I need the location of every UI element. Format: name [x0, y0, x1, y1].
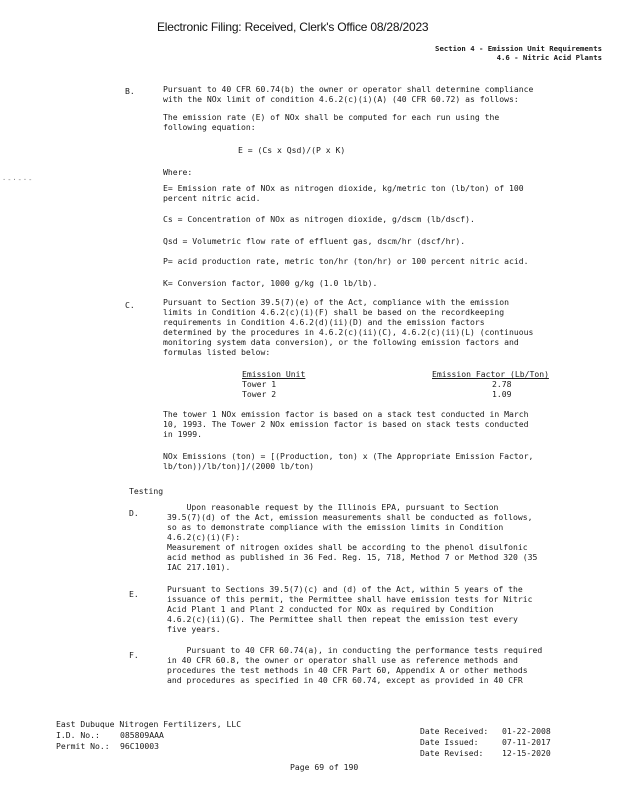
cell-unit: Tower 1 — [242, 379, 277, 389]
date-received-label: Date Received: — [420, 726, 489, 736]
text-line: Upon reasonable request by the Illinois EPA, pursuant to Section — [167, 502, 499, 512]
item-e-letter: E. — [129, 589, 139, 599]
cell-factor: 1.09 — [492, 389, 512, 399]
definition-p: P= acid production rate, metric ton/hr (ton/hr) or 100 percent nitric acid. — [163, 256, 529, 266]
permit-number-line — [56, 741, 241, 752]
subsection-title: 4.6 - Nitric Acid Plants — [496, 53, 602, 62]
item-d-letter: D. — [129, 508, 139, 518]
text-line: IAC 217.101). — [167, 562, 231, 572]
item-c-formula — [163, 451, 533, 471]
permittee-block — [56, 719, 241, 752]
text-line: monitoring system data conversion), or the following emission factors and — [163, 337, 519, 347]
section-title: Section 4 - Emission Unit Requirements — [435, 44, 602, 53]
date-received-line — [420, 726, 551, 737]
text-line: issuance of this permit, the Permittee shall have emission tests for Nitric — [167, 594, 533, 604]
text-line: 4.6.2(c)(ii)(G). The Permittee shall then repeat the emission test every — [167, 614, 518, 624]
date-issued-line — [420, 737, 551, 748]
definition-k: K= Conversion factor, 1000 g/kg (1.0 lb/lb). — [163, 278, 378, 288]
item-e-paragraph — [167, 584, 532, 634]
where-label: Where: — [163, 167, 193, 177]
text-line: limits in Condition 4.6.2(c)(i)(F) shall be based on the recordkeeping — [163, 307, 505, 317]
text-line: percent nitric acid. — [163, 193, 261, 203]
scan-speck: ·-·-·- — [2, 176, 34, 184]
text-line: E= Emission rate of NOx as nitrogen dioxide, kg/metric ton (lb/ton) of 100 — [163, 183, 524, 193]
item-b-emission-rate — [163, 112, 499, 132]
text-line: lb/ton))/lb/ton)]/(2000 lb/ton) — [163, 461, 315, 471]
id-value: 085809AAA — [120, 730, 164, 740]
item-b-letter: B. — [125, 86, 135, 96]
text-line: five years. — [167, 624, 221, 634]
permit-label: Permit No.: — [56, 741, 110, 751]
filing-stamp: Electronic Filing: Received, Clerk's Office 08/28/2023 — [157, 20, 429, 34]
text-line: in 40 CFR 60.8, the owner or operator shall use as reference methods and — [167, 655, 518, 665]
emission-factor-table — [242, 369, 572, 399]
text-line: acid method as published in 36 Fed. Reg. 15, 718, Method 7 or Method 320 (35 — [167, 552, 538, 562]
text-line: The tower 1 NOx emission factor is based on a stack test conducted in March — [163, 409, 529, 419]
cell-factor: 2.78 — [492, 379, 512, 389]
text-line: Pursuant to Sections 39.5(7)(c) and (d) of the Act, within 5 years of the — [167, 584, 523, 594]
text-line: Acid Plant 1 and Plant 2 conducted for NOx as required by Condition — [167, 604, 494, 614]
text-line: and procedures as specified in 40 CFR 60.74, except as provided in 40 CFR — [167, 675, 523, 685]
date-revised-value: 12-15-2020 — [502, 748, 551, 758]
item-c-paragraph — [163, 297, 533, 357]
text-line: determined by the procedures in 4.6.2(c)(ii)(C), 4.6.2(c)(ii)(L) (continuous — [163, 327, 534, 337]
text-line: in 1999. — [163, 429, 202, 439]
date-issued-label: Date Issued: — [420, 737, 479, 747]
text-line: The emission rate (E) of NOx shall be computed for each run using the — [163, 112, 500, 122]
column-header-factor: Emission Factor (Lb/Ton) — [432, 369, 549, 379]
text-line: Pursuant to 40 CFR 60.74(a), in conducting the performance tests required — [167, 645, 543, 655]
permit-value: 96C10003 — [120, 741, 159, 751]
text-line: 4.6.2(c)(i)(F): — [167, 532, 241, 542]
date-revised-label: Date Revised: — [420, 748, 484, 758]
text-line: Measurement of nitrogen oxides shall be according to the phenol disulfonic — [167, 542, 528, 552]
item-b-paragraph — [163, 84, 533, 104]
definition-cs: Cs = Concentration of NOx as nitrogen dioxide, g/dscm (lb/dscf). — [163, 214, 475, 224]
date-issued-value: 07-11-2017 — [502, 737, 551, 747]
item-f-letter: F. — [129, 650, 139, 660]
page-number: Page 69 of 190 — [290, 762, 359, 772]
column-header-unit: Emission Unit — [242, 369, 306, 379]
text-line: formulas listed below: — [163, 347, 271, 357]
date-revised-line — [420, 748, 551, 759]
table-header-row — [242, 369, 572, 379]
text-line: NOx Emissions (ton) = [(Production, ton) x (The Appropriate Emission Factor, — [163, 451, 534, 461]
equation: E = (Cs x Qsd)/(P x K) — [238, 145, 346, 155]
text-line: 10, 1993. The Tower 2 NOx emission factor is based on stack tests conducted — [163, 419, 529, 429]
text-line: following equation: — [163, 122, 256, 132]
table-row — [242, 379, 572, 389]
text-line: Pursuant to Section 39.5(7)(e) of the Act, compliance with the emission — [163, 297, 509, 307]
date-received-value: 01-22-2008 — [502, 726, 551, 736]
item-d-paragraph — [167, 502, 537, 572]
text-line: requirements in Condition 4.6.2(d)(ii)(D) and the emission factors — [163, 317, 485, 327]
cell-unit: Tower 2 — [242, 389, 277, 399]
text-line: Pursuant to 40 CFR 60.74(b) the owner or operator shall determine compliance — [163, 84, 534, 94]
item-c-letter: C. — [125, 300, 135, 310]
definition-qsd: Qsd = Volumetric flow rate of effluent gas, dscm/hr (dscf/hr). — [163, 236, 466, 246]
id-label: I.D. No.: — [56, 730, 100, 740]
text-line: so as to demonstrate compliance with the emission limits in Condition — [167, 522, 504, 532]
text-line: with the NOx limit of condition 4.6.2(c)(i)(A) (40 CFR 60.72) as follows: — [163, 94, 519, 104]
text-line: procedures the test methods in 40 CFR Part 60, Appendix A or other methods — [167, 665, 528, 675]
item-c-basis — [163, 409, 528, 439]
definition-e — [163, 183, 524, 203]
testing-heading: Testing — [129, 486, 164, 496]
id-number-line — [56, 730, 241, 741]
section-header — [435, 44, 602, 62]
table-row — [242, 389, 572, 399]
text-line: 39.5(7)(d) of the Act, emission measurements shall be conducted as follows, — [167, 512, 533, 522]
dates-block — [420, 726, 551, 759]
company-name: East Dubuque Nitrogen Fertilizers, LLC — [56, 719, 242, 729]
item-f-paragraph — [167, 645, 542, 685]
